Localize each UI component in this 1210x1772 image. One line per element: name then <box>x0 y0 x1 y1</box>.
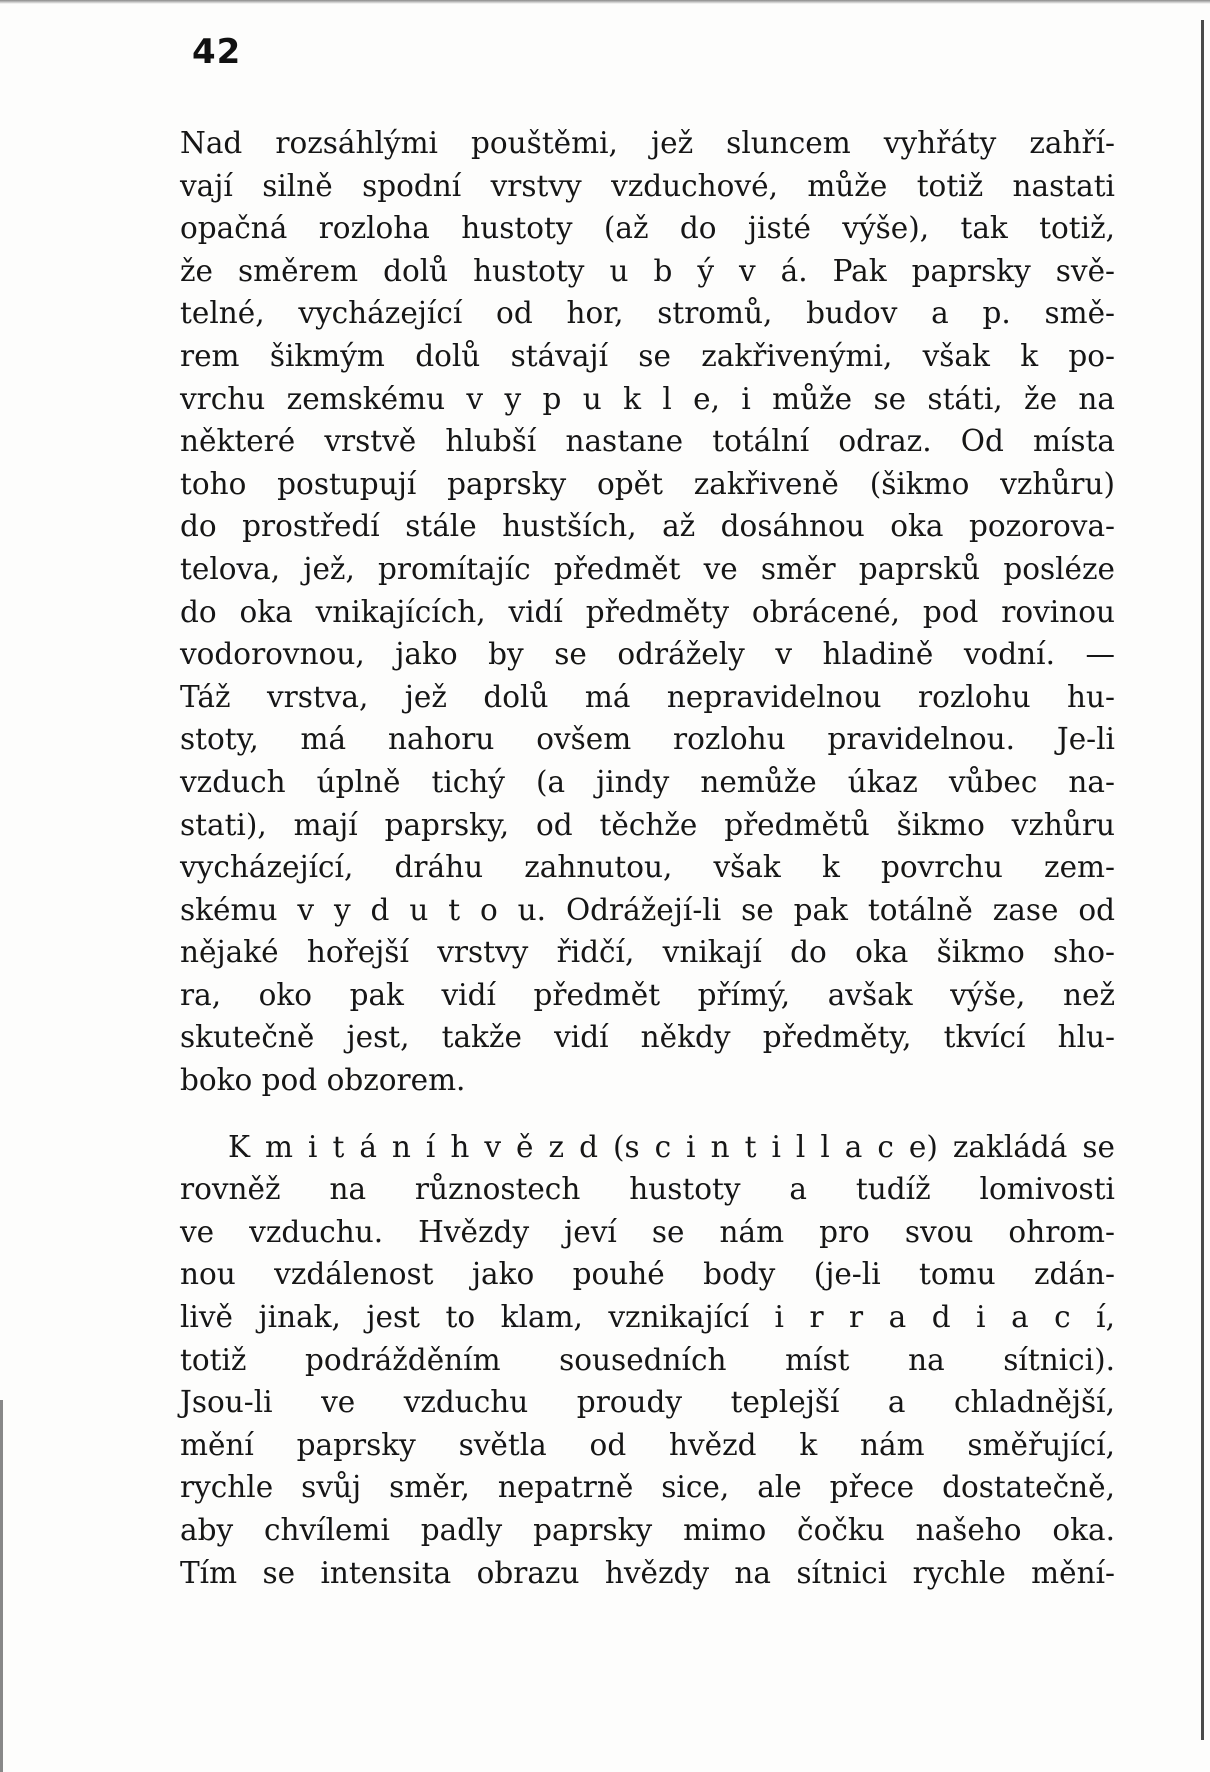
text-line: aby chvílemi padly paprsky mimo čočku našeho oka. <box>180 1513 1115 1547</box>
body-text <box>180 122 1115 1594</box>
text-line: stati), mají paprsky, od těchže předmětů šikmo vzhůru <box>180 807 1115 842</box>
text-line: mění paprsky světla od hvězd k nám směřující, <box>180 1427 1115 1462</box>
text-line: vrchu zemskému v y p u k l e, i může se státi, že na <box>180 381 1115 416</box>
text-line: telova, jež, promítajíc předmět ve směr paprsků posléze <box>180 551 1115 586</box>
text-line: nou vzdálenost jako pouhé body (je-li tomu zdán- <box>180 1257 1115 1292</box>
text-line: některé vrstvě hlubší nastane totální odraz. Od místa <box>180 424 1115 459</box>
text-line: rem šikmým dolů stávají se zakřivenými, však k po- <box>180 338 1115 373</box>
text-line: telné, vycházející od hor, stromů, budov a p. smě- <box>180 296 1115 331</box>
paragraph-scintillation <box>180 1126 1115 1595</box>
text-line: skému v y d u t o u. Odrážejí-li se pak totálně zase od <box>180 892 1115 927</box>
text-line: Táž vrstva, jež dolů má nepravidelnou rozlohu hu- <box>180 679 1115 714</box>
text-line: vzduch úplně tichý (a jindy nemůže úkaz vůbec na- <box>180 764 1115 799</box>
text-line: do oka vnikajících, vidí předměty obrácené, pod rovinou <box>180 594 1115 629</box>
page-number: 42 <box>192 32 242 72</box>
text-line: vodorovnou, jako by se odrážely v hladině vodní. — <box>180 637 1115 672</box>
text-line: totiž podrážděním sousedních míst na sítnici). <box>180 1342 1115 1377</box>
text-line: boko pod obzorem. <box>180 1063 466 1098</box>
text-line: rovněž na různostech hustoty a tudíž lomivosti <box>180 1172 1115 1207</box>
text-line: že směrem dolů hustoty u b ý v á. Pak paprsky svě- <box>180 253 1115 288</box>
text-line: skutečně jest, takže vidí někdy předměty, tkvící hlu- <box>180 1020 1115 1055</box>
text-line: livě jinak, jest to klam, vznikající i r r a d i a c í, <box>180 1300 1115 1335</box>
text-line: stoty, má nahoru ovšem rozlohu pravidelnou. Je-li <box>180 722 1115 757</box>
text-line: ve vzduchu. Hvězdy jeví se nám pro svou ohrom- <box>180 1214 1115 1249</box>
text-line: rychle svůj směr, nepatrně sice, ale přece dostatečně, <box>180 1470 1115 1505</box>
text-line: Tím se intensita obrazu hvězdy na sítnici rychle mění- <box>180 1555 1115 1590</box>
scan-left-edge <box>0 1400 3 1772</box>
text-line: nějaké hořejší vrstvy řidčí, vnikají do oka šikmo sho- <box>180 935 1115 970</box>
scan-top-edge <box>0 0 1210 4</box>
text-line: opačná rozloha hustoty (až do jisté výše), tak totiž, <box>180 211 1115 246</box>
paragraph-mirage <box>180 122 1115 1102</box>
text-line: Nad rozsáhlými pouštěmi, jež sluncem vyhřáty zahří- <box>180 126 1115 160</box>
text-line: vycházející, dráhu zahnutou, však k povrchu zem- <box>180 850 1115 885</box>
text-line: toho postupují paprsky opět zakřiveně (šikmo vzhůru) <box>180 466 1115 501</box>
scan-right-edge <box>1201 20 1204 1740</box>
text-line: K m i t á n í h v ě z d (s c i n t i l l a c e) zakládá se <box>228 1129 1115 1164</box>
paragraph-spacer <box>180 1102 1115 1126</box>
text-line: vají silně spodní vrstvy vzduchové, může totiž nastati <box>180 168 1115 203</box>
text-line: do prostředí stále hustších, až dosáhnou oka pozorova- <box>180 509 1115 544</box>
text-line: ra, oko pak vidí předmět přímý, avšak výše, než <box>180 977 1115 1012</box>
text-line: Jsou-li ve vzduchu proudy teplejší a chladnější, <box>180 1385 1115 1420</box>
